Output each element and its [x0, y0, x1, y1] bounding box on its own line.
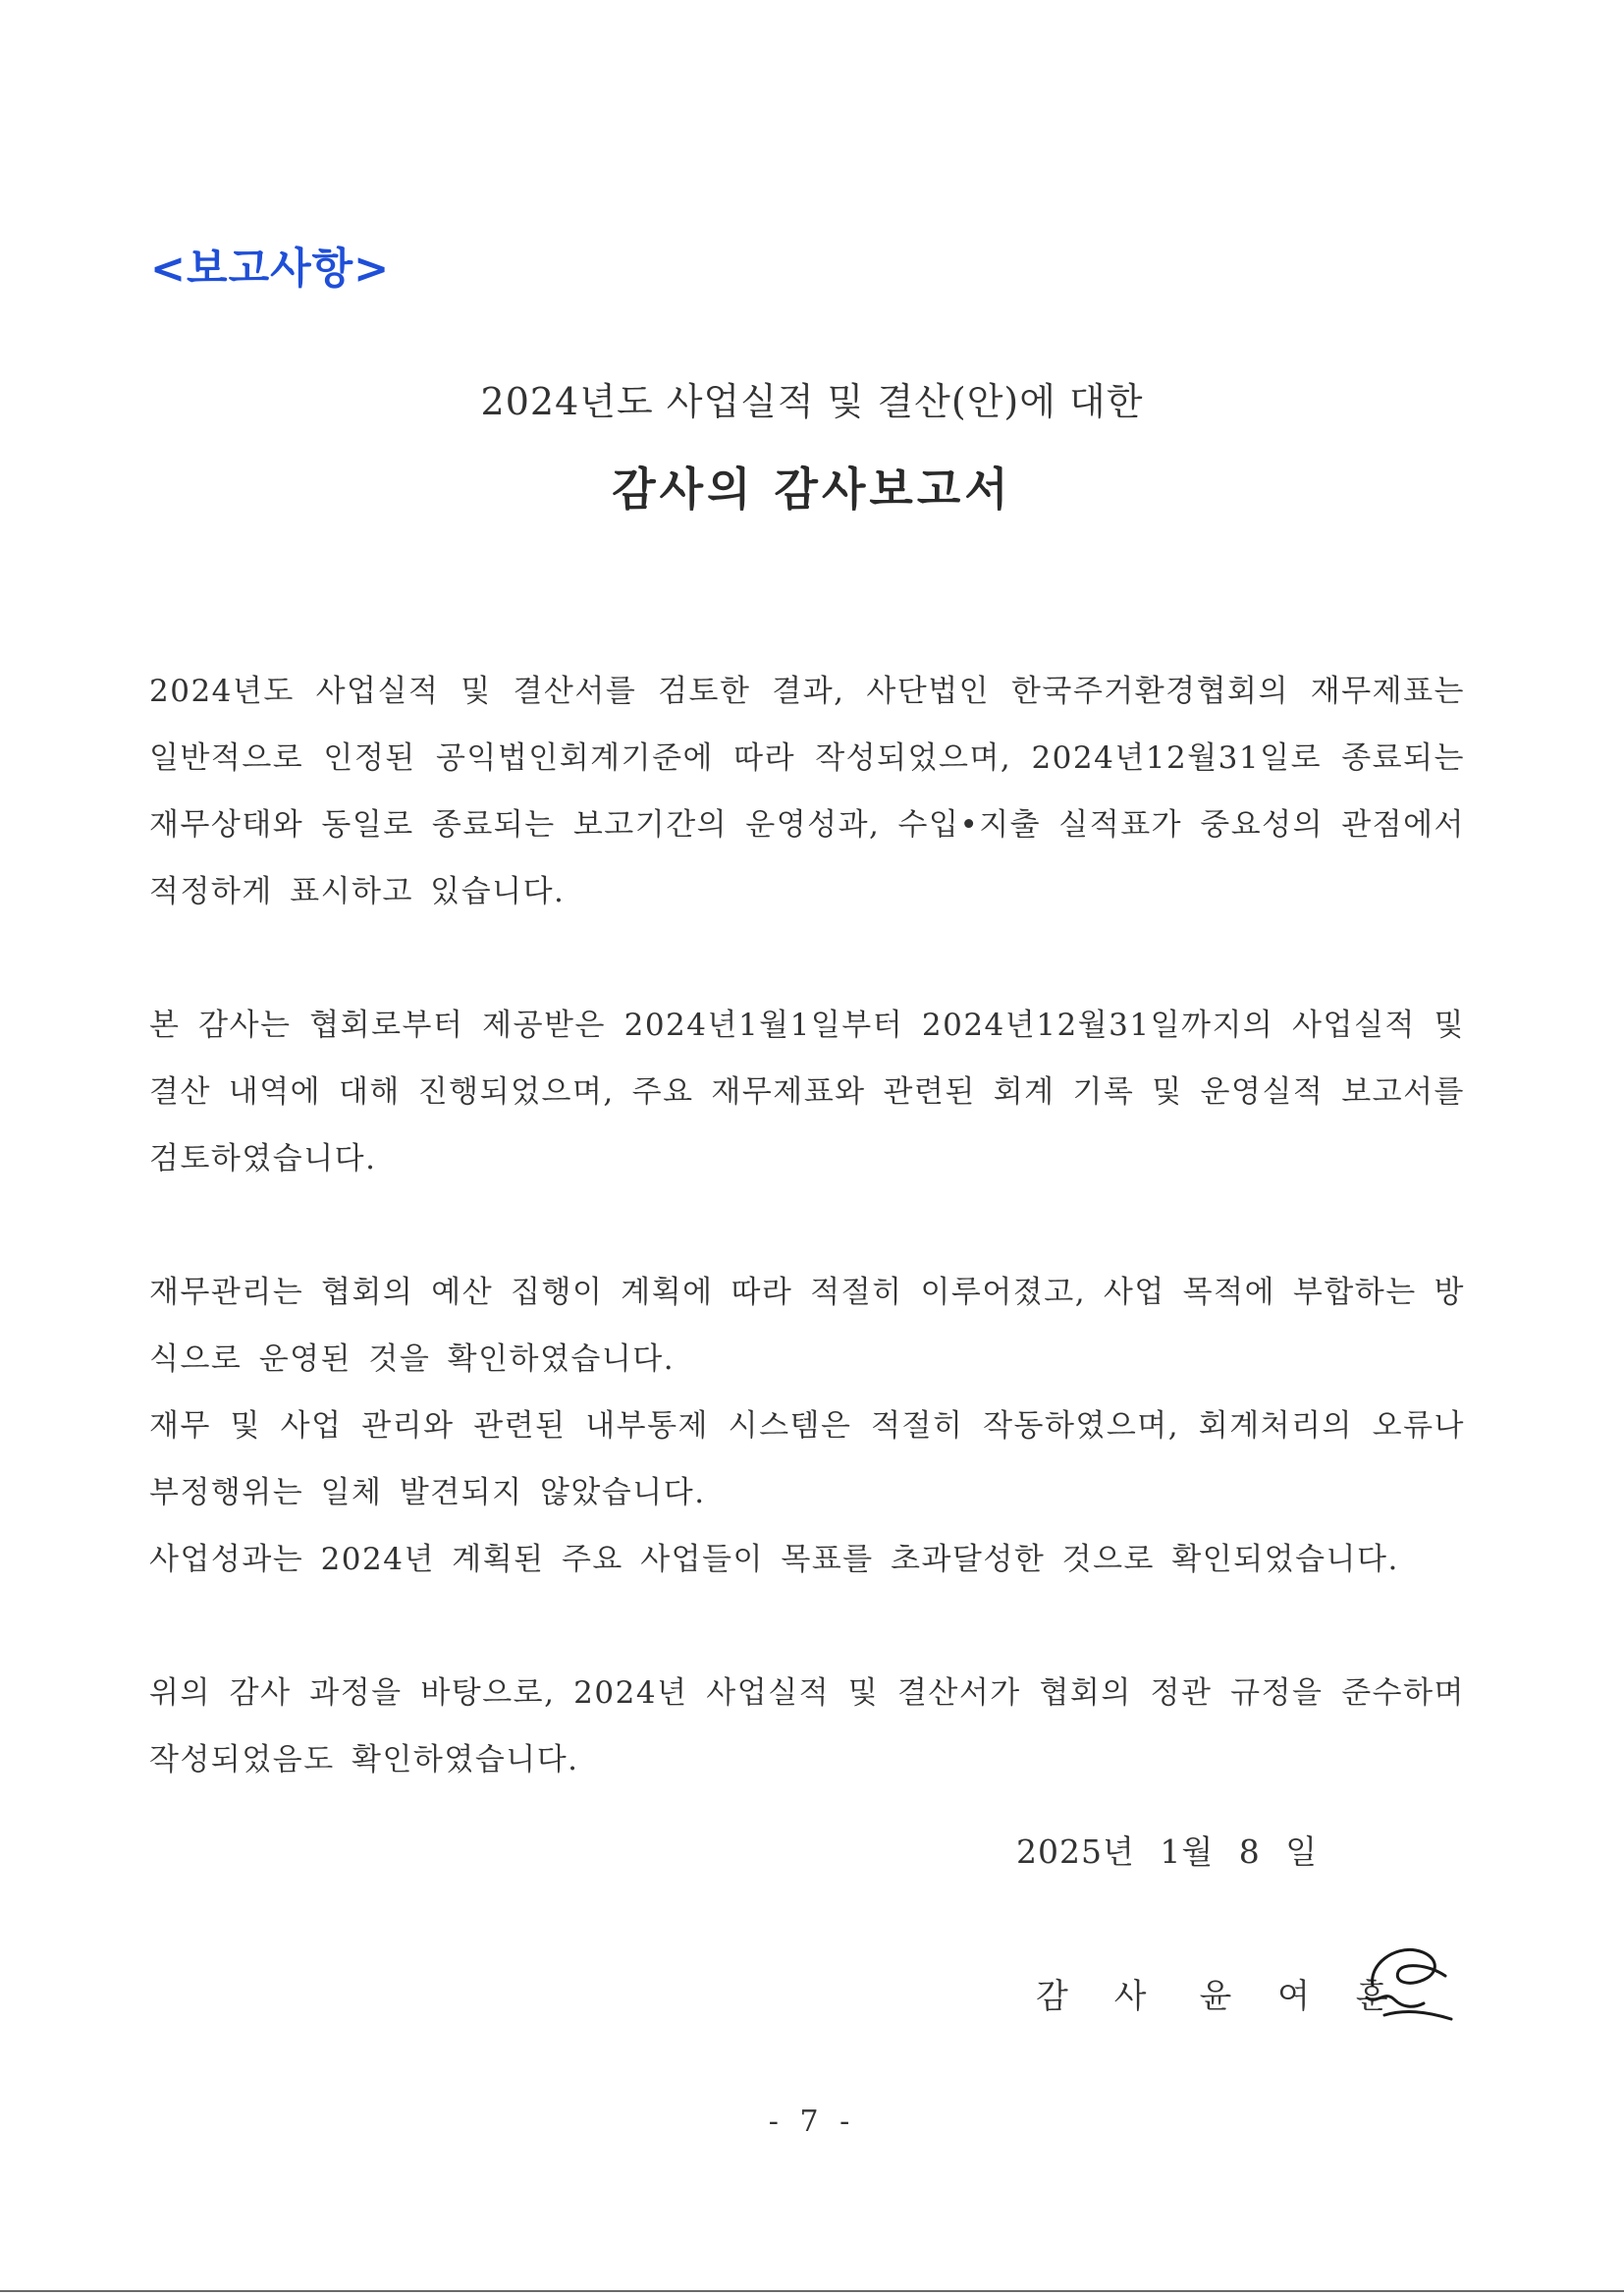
paragraph-business-performance: 사업성과는 2024년 계획된 주요 사업들이 목표를 초과달성한 것으로 확인되었습니다. [149, 1542, 1399, 1577]
paragraph-financial-management: 재무관리는 협회의 예산 집행이 계획에 따라 적절히 이루어졌고, 사업 목적에 부합하는 방식으로 운영된 것을 확인하였습니다. [149, 1275, 1465, 1377]
auditor-line [1036, 1969, 1406, 2017]
report-body [149, 658, 1465, 1860]
report-subtitle: 2024년도 사업실적 및 결산(안)에 대한 [480, 380, 1144, 423]
section-tag: <보고사항> [150, 245, 391, 294]
page-number: - 7 - [768, 2105, 856, 2139]
paragraph-conclusion: 위의 감사 과정을 바탕으로, 2024년 사업실적 및 결산서가 협회의 정관 규정을 준수하며 작성되었음도 확인하였습니다. [149, 1675, 1465, 1777]
auditor-role: 감 사 [1036, 1977, 1164, 2016]
paragraph-audit-scope: 본 감사는 협회로부터 제공받은 2024년1월1일부터 2024년12월31일까지의 사업실적 및 결산 내역에 대해 진행되었으며, 주요 재무제표와 관련된 회계 기록 및 운영실적 보고서를 검토하였습니다. [149, 1008, 1465, 1176]
signature-icon [1355, 1925, 1463, 2033]
auditor-name: 윤 여 훈 [1199, 1977, 1406, 2016]
paragraph-review-result: 2024년도 사업실적 및 결산서를 검토한 결과, 사단법인 한국주거환경협회의 재무제표는 일반적으로 인정된 공익법인회계기준에 따라 작성되었으며, 2024년12월31일로 종료되는 재무상태와 동일로 종료되는 보고기간의 운영성과, 수입•지출 실적표가 중요성의 관점에서 적정하게 표시하고 있습니다. [149, 674, 1465, 909]
report-title: 감사의 감사보고서 [612, 463, 1012, 516]
report-date: 2025년 1월 8 일 [1016, 1832, 1319, 1871]
bottom-border [0, 2290, 1624, 2292]
paragraph-internal-control: 재무 및 사업 관리와 관련된 내부통제 시스템은 적절히 작동하였으며, 회계처리의 오류나 부정행위는 일체 발견되지 않았습니다. [149, 1408, 1465, 1510]
